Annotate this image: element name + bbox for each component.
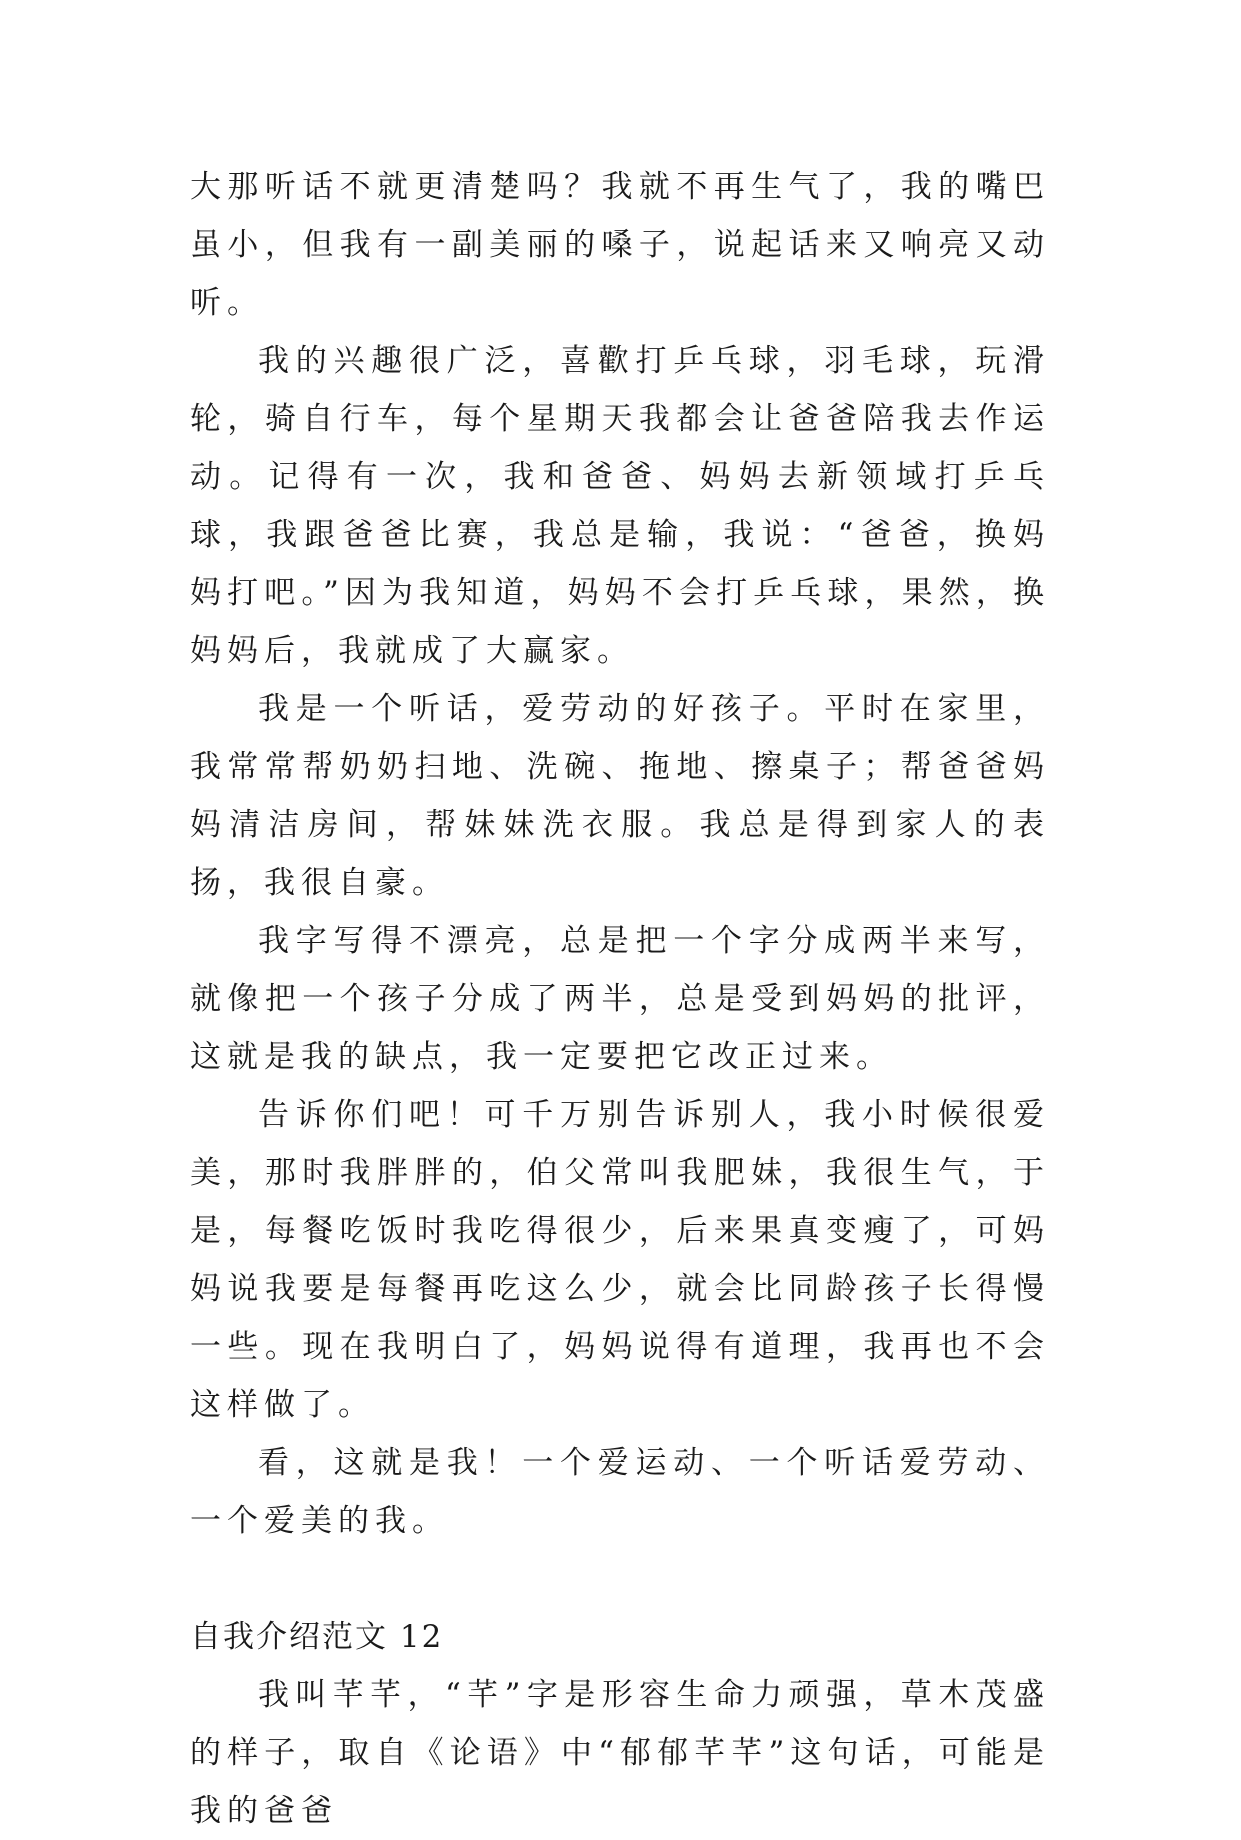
paragraph-section-intro: 我叫芊芊，“芊”字是形容生命力顽强，草木茂盛的样子，取自《论语》中“郁郁芊芊”这句话，可能是我的爸爸: [190, 1677, 1050, 1829]
paragraph-housework: 我是一个听话，爱劳动的好孩子。平时在家里，我常常帮奶奶扫地、洗碗、拖地、擦桌子；帮爸爸妈妈清洁房间，帮妹妹洗衣服。我总是得到家人的表扬，我很自豪。: [190, 691, 1050, 901]
paragraph-continued: 大那听话不就更清楚吗？我就不再生气了，我的嘴巴虽小，但我有一副美丽的嗓子，说起话来又响亮又动听。: [190, 169, 1050, 321]
paragraph-handwriting: 我字写得不漂亮，总是把一个字分成两半来写，就像把一个孩子分成了两半，总是受到妈妈的批评，这就是我的缺点，我一定要把它改正过来。: [190, 923, 1050, 1075]
paragraph-conclusion: 看，这就是我！一个爱运动、一个听话爱劳动、一个爱美的我。: [190, 1445, 1050, 1539]
paragraph-interests: 我的兴趣很广泛，喜歡打乒乓球，羽毛球，玩滑轮，骑自行车，每个星期天我都会让爸爸陪我去作运动。记得有一次，我和爸爸、妈妈去新领域打乒乓球，我跟爸爸比赛，我总是输，我说：“爸爸，换妈妈打吧。”因为我知道，妈妈不会打乒乓球，果然，换妈妈后，我就成了大赢家。: [190, 343, 1050, 669]
section-heading: 自我介绍范文 12: [190, 1619, 444, 1655]
paragraph-childhood: 告诉你们吧！可千万别告诉别人，我小时候很爱美，那时我胖胖的，伯父常叫我肥妹，我很生气，于是，每餐吃饭时我吃得很少，后来果真变瘦了，可妈妈说我要是每餐再吃这么少，就会比同龄孩子长得慢一些。现在我明白了，妈妈说得有道理，我再也不会这样做了。: [190, 1097, 1050, 1423]
document-body: [190, 158, 1050, 1840]
